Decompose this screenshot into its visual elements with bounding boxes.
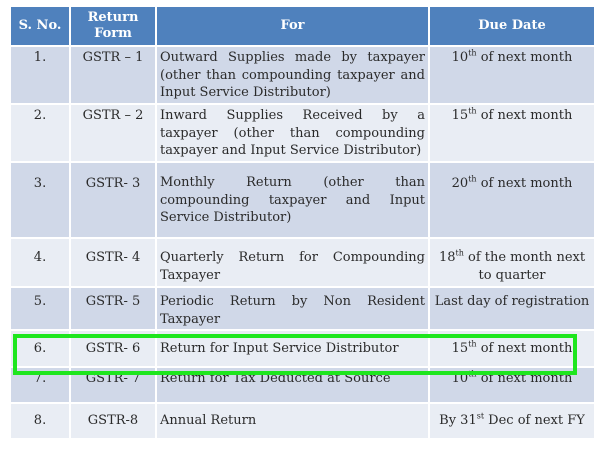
header-due-date: Due Date xyxy=(430,7,594,45)
due-date-suffix: th xyxy=(468,339,477,349)
description-cell: Return for Input Service Distributor xyxy=(157,331,428,366)
table-row xyxy=(11,47,594,103)
table-row xyxy=(11,331,594,366)
return-form-cell: GSTR- 4 xyxy=(71,239,155,286)
due-date-text: 10 xyxy=(451,50,469,65)
due-date-rest: of next month xyxy=(476,108,573,123)
description-cell: Periodic Return by Non Resident Taxpayer xyxy=(157,288,428,329)
return-form-cell: GSTR- 5 xyxy=(71,288,155,329)
due-date-cell xyxy=(430,404,594,438)
table-row xyxy=(11,404,594,438)
sno-cell: 4. xyxy=(11,239,69,286)
due-date-cell xyxy=(430,47,594,103)
description-cell: Inward Supplies Received by a taxpayer (other than compounding taxpayer and Input Service Distributor) xyxy=(157,105,428,161)
due-date-text: 10 xyxy=(451,371,469,386)
return-form-cell: GSTR- 6 xyxy=(71,331,155,366)
due-date-rest: of next month xyxy=(476,371,573,386)
due-date-text: 15 xyxy=(451,340,469,356)
due-date-cell xyxy=(430,331,594,366)
sno-cell: 1. xyxy=(11,47,69,103)
description-cell: Monthly Return (other than compounding taxpayer and Input Service Distributor) xyxy=(157,163,428,237)
sno-cell: 5. xyxy=(11,288,69,329)
due-date-text: 18 xyxy=(438,250,456,265)
due-date-rest: of the month next to quarter xyxy=(463,250,586,283)
description-cell: Annual Return xyxy=(157,404,428,438)
sno-cell: 3. xyxy=(11,163,69,237)
return-form-cell: GSTR – 1 xyxy=(71,47,155,103)
due-date-suffix: th xyxy=(468,106,477,116)
due-date-text: 15 xyxy=(451,108,469,123)
header-sno: S. No. xyxy=(11,7,69,45)
due-date-suffix: th xyxy=(468,369,477,379)
header-return-form: Return Form xyxy=(71,7,155,45)
sno-cell: 7. xyxy=(11,368,69,402)
due-date-rest: of next month xyxy=(476,50,573,65)
description-cell: Quarterly Return for Compounding Taxpayer xyxy=(157,239,428,286)
due-date-rest: of next month xyxy=(476,176,573,191)
description-cell: Outward Supplies made by taxpayer (other than compounding taxpayer and Input Service Distributor) xyxy=(157,47,428,103)
due-date-text: Last day of registration xyxy=(434,294,590,309)
header-row xyxy=(11,7,594,45)
table-row xyxy=(11,105,594,161)
due-date-cell xyxy=(430,105,594,161)
due-date-suffix: th xyxy=(455,248,464,258)
sno-cell: 2. xyxy=(11,105,69,161)
return-form-cell: GSTR – 2 xyxy=(71,105,155,161)
gst-returns-table xyxy=(9,5,596,440)
table-row xyxy=(11,239,594,286)
due-date-text: By 31 xyxy=(439,413,477,429)
due-date-cell xyxy=(430,163,594,237)
due-date-suffix: th xyxy=(468,174,477,184)
due-date-cell xyxy=(430,368,594,402)
sno-cell: 8. xyxy=(11,404,69,438)
table-row xyxy=(11,368,594,402)
due-date-suffix: st xyxy=(476,411,485,421)
due-date-rest: Dec of next FY xyxy=(484,413,585,429)
sno-cell: 6. xyxy=(11,331,69,366)
table-row xyxy=(11,163,594,237)
return-form-cell: GSTR- 3 xyxy=(71,163,155,237)
due-date-cell xyxy=(430,288,594,329)
return-form-cell: GSTR-8 xyxy=(71,404,155,438)
due-date-cell xyxy=(430,239,594,286)
due-date-text: 20 xyxy=(451,176,469,191)
table-row xyxy=(11,288,594,329)
return-form-cell: GSTR- 7 xyxy=(71,368,155,402)
header-for: For xyxy=(157,7,428,45)
due-date-rest: of next month xyxy=(476,340,573,356)
description-cell: Return for Tax Deducted at Source xyxy=(157,368,428,402)
due-date-suffix: th xyxy=(468,48,477,58)
